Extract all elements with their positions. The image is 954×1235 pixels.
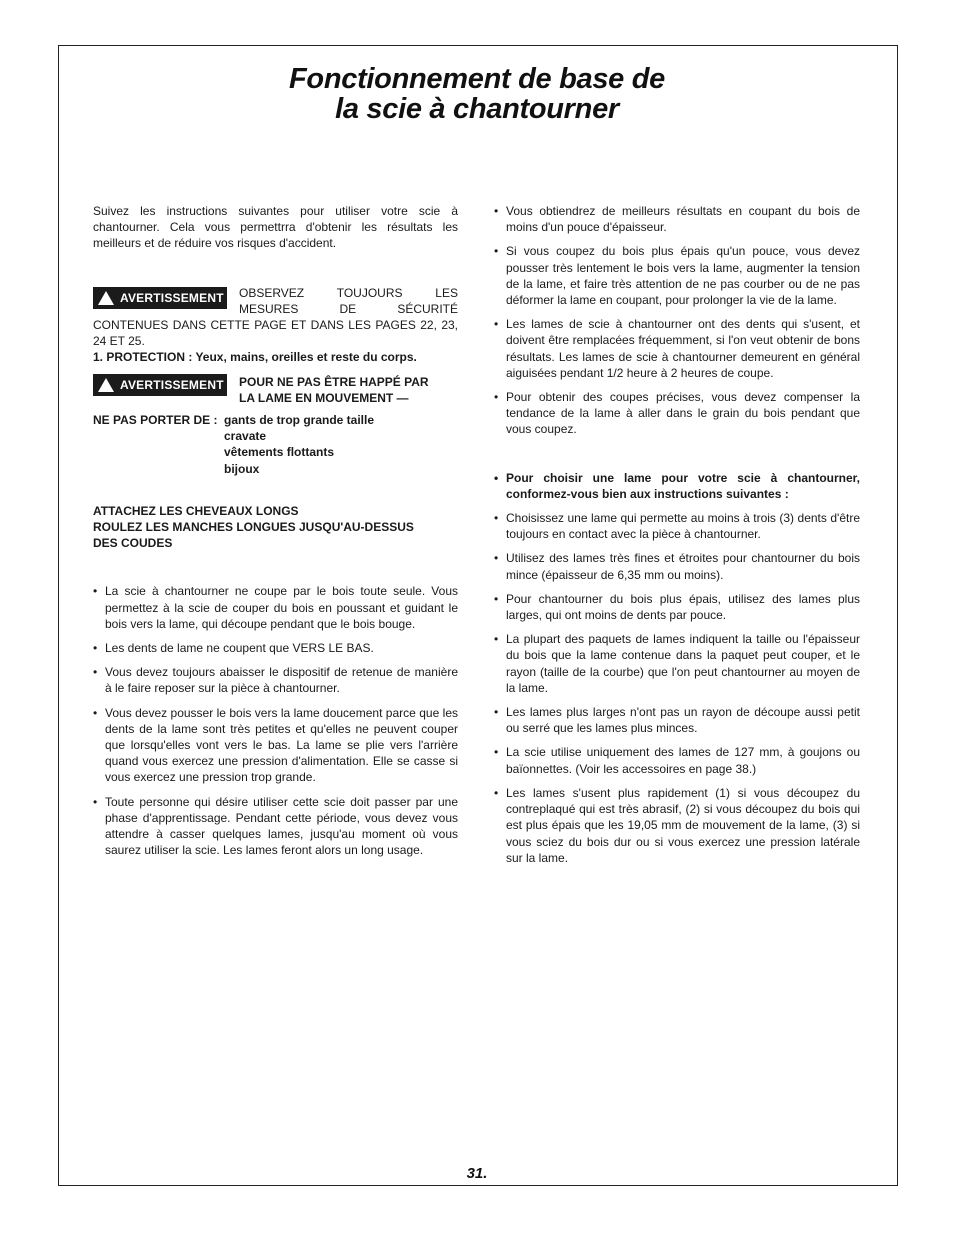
attach-line-3: DES COUDES: [93, 536, 173, 551]
blade-selection-heading: • Pour choisir une lame pour votre scie à chantourner, conformez-vous bien aux instructions suivantes :: [494, 470, 860, 502]
hair-sleeves-instructions: [93, 503, 458, 552]
operation-bullet-list: [93, 583, 458, 858]
page-title-line-1: Fonctionnement de base de: [289, 63, 665, 95]
do-not-wear-item: vêtements flottants: [224, 445, 335, 460]
page-title-line-2: la scie à chantourner: [335, 93, 619, 125]
warning-blade-text: [239, 374, 429, 406]
warning-badge-label: AVERTISSEMENT: [120, 290, 224, 305]
intro-paragraph: Suivez les instructions suivantes pour utiliser votre scie à chantourner. Cela vous permettrra d'obtenir les résultats les meilleurs et de réduire vos risques d'accident.: [93, 204, 458, 251]
warning-text: OBSERVEZ TOUJOURS LES MESURES DE SÉCURITÉ CONTENUES DANS CETTE PAGE ET DANS LES PAGES 22, 23, 24 ET 25.: [93, 285, 458, 349]
cutting-tips-list: [494, 203, 860, 438]
list-item: • Pour obtenir des coupes précises, vous devez compenser la tendance de la lame à aller dans le grain du bois pendant que vous coupez.: [494, 389, 860, 438]
do-not-wear-item: bijoux: [224, 461, 260, 476]
list-item: • Les lames s'usent plus rapidement (1) si vous découpez du contreplaqué qui est très abrasif, (2) si vous découpez du bois qui est plus épais que les 19,05 mm de mouvement de la lame, (3) si vous sciez du bois dur ou si vous exercez une pression latérale sur la lame.: [494, 785, 860, 866]
warning-badge: [93, 374, 227, 396]
do-not-wear-item: gants de trop grande taille: [224, 413, 375, 428]
list-item: • Choisissez une lame qui permette au moins à trois (3) dents d'être toujours en contact avec la pièce à chantourner.: [494, 510, 860, 542]
warning-triangle-icon: [98, 291, 114, 305]
page-number: 31.: [466, 1165, 488, 1182]
safety-warning-blade: [93, 374, 458, 406]
warning-blade-line-1: POUR NE PAS ÊTRE HAPPÉ PAR: [239, 374, 429, 389]
list-item: • Toute personne qui désire utiliser cette scie doit passer par une phase d'apprentissage. Pendant cette période, vous devez vous attendre à casser quelques lames, jusqu'au moment où vous saurez utiliser la scie. Les lames feront alors un long usage.: [93, 794, 458, 859]
warning-triangle-icon: [98, 378, 114, 392]
warning-blade-line-2: LA LAME EN MOUVEMENT —: [239, 390, 409, 405]
list-item: • La scie utilise uniquement des lames de 127 mm, à goujons ou baïonnettes. (Voir les accessoires en page 38.): [494, 744, 860, 776]
attach-line-2: ROULEZ LES MANCHES LONGUES JUSQU'AU-DESSUS: [93, 520, 414, 535]
list-item: • Les lames plus larges n'ont pas un rayon de découpe aussi petit ou serré que les lames plus minces.: [494, 704, 860, 736]
attach-line-1: ATTACHEZ LES CHEVEAUX LONGS: [93, 503, 299, 518]
list-item: • Les dents de lame ne coupent que VERS LE BAS.: [93, 640, 458, 656]
list-item: • La scie à chantourner ne coupe par le bois toute seule. Vous permettez à la scie de couper du bois en poussant et guidant le bois vers la lame, qui découpe pendant que le bois bouge.: [93, 583, 458, 632]
list-item: • Pour chantourner du bois plus épais, utilisez des lames plus larges, qui ont moins de dents par pouce.: [494, 591, 860, 623]
do-not-wear: [93, 412, 458, 477]
do-not-wear-list: [224, 412, 374, 477]
list-item: • Vous obtiendrez de meilleurs résultats en coupant du bois de moins d'un pouce d'épaisseur.: [494, 203, 860, 235]
do-not-wear-label: NE PAS PORTER DE :: [93, 413, 218, 428]
warning-badge: [93, 287, 227, 309]
left-column: [93, 203, 458, 867]
list-item: • La plupart des paquets de lames indiquent la taille ou l'épaisseur du bois que la lame contenue dans la paquet peut couper, et le rayon (taille de la courbe) que l'on peut chantourner au moyen de la lame.: [494, 631, 860, 696]
protection-heading: 1. PROTECTION : Yeux, mains, oreilles et reste du corps.: [93, 350, 417, 365]
list-item: • Les lames de scie à chantourner ont des dents qui s'usent, et doivent être remplacées fréquemment, si l'on veut obtenir de bons résultats. Les lames de scie à chantourner demeurent en général aiguisées pendant 1/2 heure à 2 heures de coupe.: [494, 316, 860, 381]
list-item: • Si vous coupez du bois plus épais qu'un pouce, vous devez pousser très lentement le bois vers la lame, augmenter la tension de la lame, et faire très attention de ne pas courber ou de ne pas déformer la lame en coupant, pour prolonger la vie de la lame.: [494, 243, 860, 308]
list-item: • Vous devez toujours abaisser le dispositif de retenue de manière à le faire reposer sur la pièce à chantourner.: [93, 664, 458, 696]
safety-warning-general: [93, 285, 458, 350]
right-column: [494, 203, 860, 874]
do-not-wear-item: cravate: [224, 429, 267, 444]
blade-selection-list: [494, 470, 860, 866]
list-item: • Vous devez pousser le bois vers la lame doucement parce que les dents de la lame sont très petites et qu'elles ne peuvent couper que lorsqu'elles vont vers le bas. La lame se plie vers l'arrière quand vous exercez une pression d'alimentation. Elle se casse si vous exercez une pression trop grande.: [93, 705, 458, 786]
list-item: • Utilisez des lames très fines et étroites pour chantourner du bois mince (épaisseur de 6,35 mm ou moins).: [494, 550, 860, 582]
warning-badge-label: AVERTISSEMENT: [120, 377, 224, 392]
page-title: [0, 64, 954, 124]
